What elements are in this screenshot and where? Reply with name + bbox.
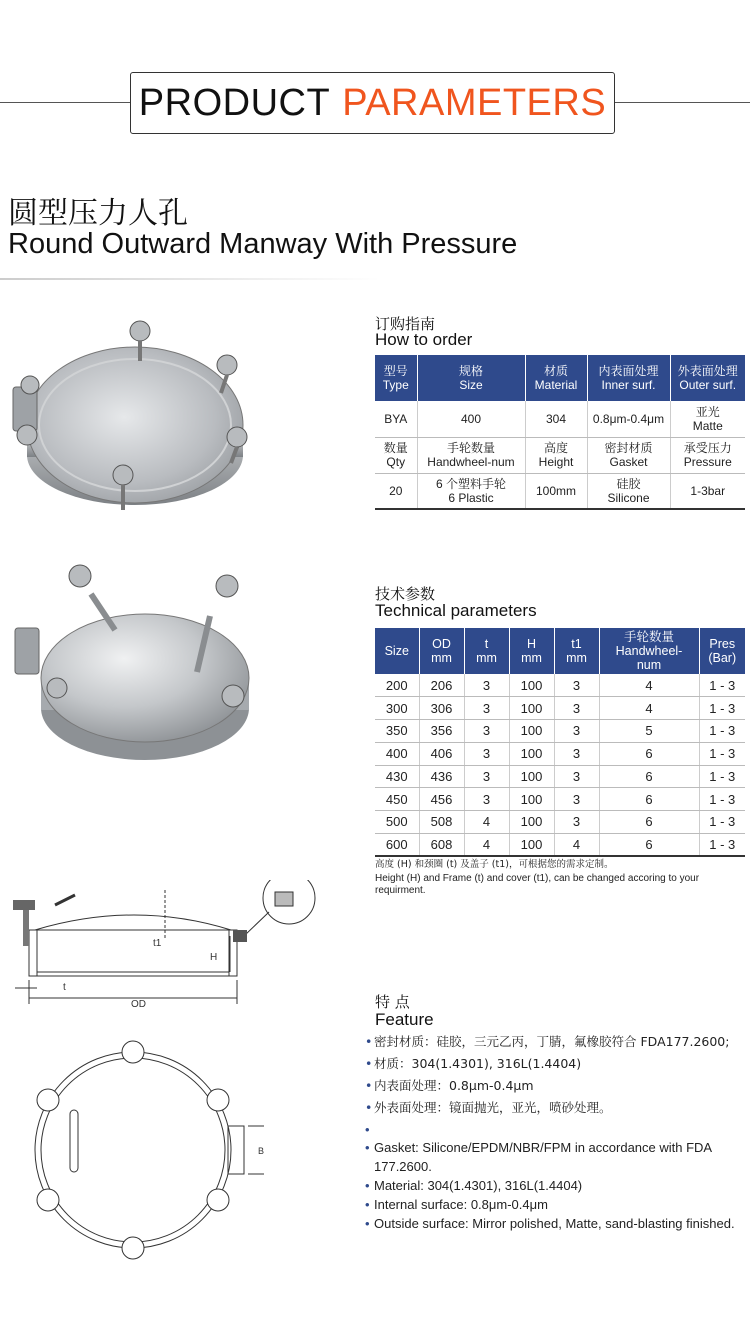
tech-cell: 1 - 3 xyxy=(699,720,745,743)
order-row-labels xyxy=(375,437,745,473)
tech-cell: 1 - 3 xyxy=(699,742,745,765)
tech-cell: 5 xyxy=(599,720,699,743)
order-cell: 20 xyxy=(375,473,417,509)
order-cell: 1-3bar xyxy=(670,473,745,509)
tech-col-t: t mm xyxy=(464,628,509,674)
order-col-outer-surf: 外表面处理 Outer surf. xyxy=(670,355,745,401)
tech-cell: 1 - 3 xyxy=(699,833,745,856)
tech-heading-cn: 技术参数 xyxy=(375,585,436,603)
tech-cell: 350 xyxy=(375,720,419,743)
tech-cell: 6 xyxy=(599,742,699,765)
feature-list xyxy=(365,1032,745,1233)
header-word-1: PRODUCT xyxy=(138,81,331,124)
tech-cell: 100 xyxy=(509,697,554,720)
table-row xyxy=(375,788,745,811)
table-row xyxy=(375,765,745,788)
order-col-size: 规格 Size xyxy=(417,355,525,401)
tech-cell: 436 xyxy=(419,765,464,788)
tech-cell: 3 xyxy=(554,720,599,743)
tech-cell: 456 xyxy=(419,788,464,811)
feature-heading-cn: 特 点 xyxy=(375,993,410,1011)
tech-cell: 3 xyxy=(464,742,509,765)
tech-cell: 450 xyxy=(375,788,419,811)
tech-note-en: Height (H) and Frame (t) and cover (t1), can be changed accoring to your requirment. xyxy=(375,873,700,896)
label-t: t xyxy=(63,982,66,993)
tech-cell: 3 xyxy=(464,697,509,720)
feature-spacer xyxy=(365,1120,745,1138)
top-view-drawing xyxy=(20,1030,280,1270)
tech-cell: 4 xyxy=(599,674,699,697)
order-col-material: 材质 Material xyxy=(525,355,587,401)
tech-cell: 3 xyxy=(464,674,509,697)
tech-cell: 1 - 3 xyxy=(699,697,745,720)
tech-cell: 206 xyxy=(419,674,464,697)
order-cell: 手轮数量 Handwheel-num xyxy=(417,437,525,473)
tech-cell: 3 xyxy=(554,742,599,765)
tech-cell: 306 xyxy=(419,697,464,720)
order-table xyxy=(375,355,745,510)
list-item: • Internal surface: 0.8μm-0.4μm xyxy=(365,1195,745,1214)
list-item: • 内表面处理：0.8μm-0.4μm xyxy=(365,1076,745,1095)
tech-table xyxy=(375,628,745,857)
tech-cell: 3 xyxy=(464,788,509,811)
tech-cell: 356 xyxy=(419,720,464,743)
tech-cell: 6 xyxy=(599,811,699,834)
tech-cell: 100 xyxy=(509,720,554,743)
tech-cell: 3 xyxy=(554,811,599,834)
tech-col-t1: t1 mm xyxy=(554,628,599,674)
feature-heading-en: Feature xyxy=(375,1010,434,1029)
tech-cell: 6 xyxy=(599,765,699,788)
order-header-row xyxy=(375,355,745,401)
tech-cell: 100 xyxy=(509,788,554,811)
header-rule-left xyxy=(0,102,130,103)
table-row xyxy=(375,742,745,765)
tech-cell: 100 xyxy=(509,811,554,834)
tech-cell: 430 xyxy=(375,765,419,788)
tech-note-cn: 高度 (H) 和颈圈 (t) 及盖子 (t1)，可根据您的需求定制。 xyxy=(375,859,614,870)
list-item: • 外表面处理：镜面抛光，亚光，喷砂处理。 xyxy=(365,1098,745,1117)
order-cell: 6 个塑料手轮 6 Plastic xyxy=(417,473,525,509)
side-section-drawing xyxy=(5,880,325,1015)
label-t1: t1 xyxy=(153,938,162,949)
order-col-type: 型号 Type xyxy=(375,355,417,401)
list-item: • 密封材质：硅胶，三元乙丙，丁腈，氟橡胶符合 FDA177.2600; xyxy=(365,1032,745,1051)
tech-cell: 608 xyxy=(419,833,464,856)
tech-cell: 4 xyxy=(554,833,599,856)
tech-cell: 100 xyxy=(509,765,554,788)
label-H: H xyxy=(210,952,218,963)
order-cell: 400 xyxy=(417,401,525,437)
tech-cell: 3 xyxy=(554,674,599,697)
tech-col-pres: Pres (Bar) xyxy=(699,628,745,674)
tech-cell: 300 xyxy=(375,697,419,720)
tech-cell: 100 xyxy=(509,742,554,765)
order-cell: BYA xyxy=(375,401,417,437)
order-heading-cn: 订购指南 xyxy=(375,315,436,333)
product-title-en: Round Outward Manway With Pressure xyxy=(8,228,518,260)
tech-cell: 3 xyxy=(464,765,509,788)
tech-cell: 3 xyxy=(554,765,599,788)
header-rule-right xyxy=(615,102,750,103)
order-row-values-2 xyxy=(375,473,745,509)
order-cell: 亚光 Matte xyxy=(670,401,745,437)
tech-cell: 100 xyxy=(509,674,554,697)
order-col-inner-surf: 内表面处理 Inner surf. xyxy=(587,355,670,401)
order-cell: 0.8μm-0.4μm xyxy=(587,401,670,437)
tech-cell: 4 xyxy=(464,833,509,856)
tech-cell: 6 xyxy=(599,788,699,811)
title-divider xyxy=(0,278,380,280)
tech-cell: 6 xyxy=(599,833,699,856)
order-cell: 304 xyxy=(525,401,587,437)
tech-cell: 1 - 3 xyxy=(699,811,745,834)
order-cell: 硅胶 Silicone xyxy=(587,473,670,509)
order-cell: 高度 Height xyxy=(525,437,587,473)
tech-cell: 100 xyxy=(509,833,554,856)
tech-heading-en: Technical parameters xyxy=(375,601,537,620)
tech-cell: 600 xyxy=(375,833,419,856)
tech-cell: 3 xyxy=(554,697,599,720)
tech-header-row xyxy=(375,628,745,674)
table-row xyxy=(375,697,745,720)
list-item: • Outside surface: Mirror polished, Matte, sand-blasting finished. xyxy=(365,1214,745,1233)
product-title-cn: 圆型压力人孔 xyxy=(8,196,188,231)
tech-col-h: H mm xyxy=(509,628,554,674)
order-cell: 密封材质 Gasket xyxy=(587,437,670,473)
manway-photo-2 xyxy=(5,560,255,770)
order-heading-en: How to order xyxy=(375,330,473,349)
table-row xyxy=(375,833,745,856)
label-B: B xyxy=(258,1146,265,1156)
list-item: • Gasket: Silicone/EPDM/NBR/FPM in accordance with FDA 177.2600. xyxy=(365,1138,745,1176)
order-row-values xyxy=(375,401,745,437)
tech-col-od: OD mm xyxy=(419,628,464,674)
tech-cell: 508 xyxy=(419,811,464,834)
manway-photo-1 xyxy=(5,305,255,530)
list-item: • 材质：304(1.4301), 316L(1.4404) xyxy=(365,1054,745,1073)
tech-cell: 4 xyxy=(599,697,699,720)
label-OD: OD xyxy=(131,999,146,1010)
order-cell: 数量 Qty xyxy=(375,437,417,473)
tech-cell: 3 xyxy=(554,788,599,811)
tech-col-size: Size xyxy=(375,628,419,674)
tech-cell: 500 xyxy=(375,811,419,834)
header-banner xyxy=(130,72,615,134)
tech-cell: 1 - 3 xyxy=(699,674,745,697)
table-row xyxy=(375,720,745,743)
table-row xyxy=(375,674,745,697)
order-cell: 100mm xyxy=(525,473,587,509)
order-cell: 承受压力 Pressure xyxy=(670,437,745,473)
tech-cell: 1 - 3 xyxy=(699,788,745,811)
table-row xyxy=(375,811,745,834)
tech-col-handwheel: 手轮数量 Handwheel- num xyxy=(599,628,699,674)
tech-cell: 4 xyxy=(464,811,509,834)
tech-cell: 406 xyxy=(419,742,464,765)
header-word-2: PARAMETERS xyxy=(342,81,607,124)
tech-cell: 1 - 3 xyxy=(699,765,745,788)
tech-cell: 3 xyxy=(464,720,509,743)
list-item: • Material: 304(1.4301), 316L(1.4404) xyxy=(365,1176,745,1195)
tech-cell: 400 xyxy=(375,742,419,765)
tech-cell: 200 xyxy=(375,674,419,697)
